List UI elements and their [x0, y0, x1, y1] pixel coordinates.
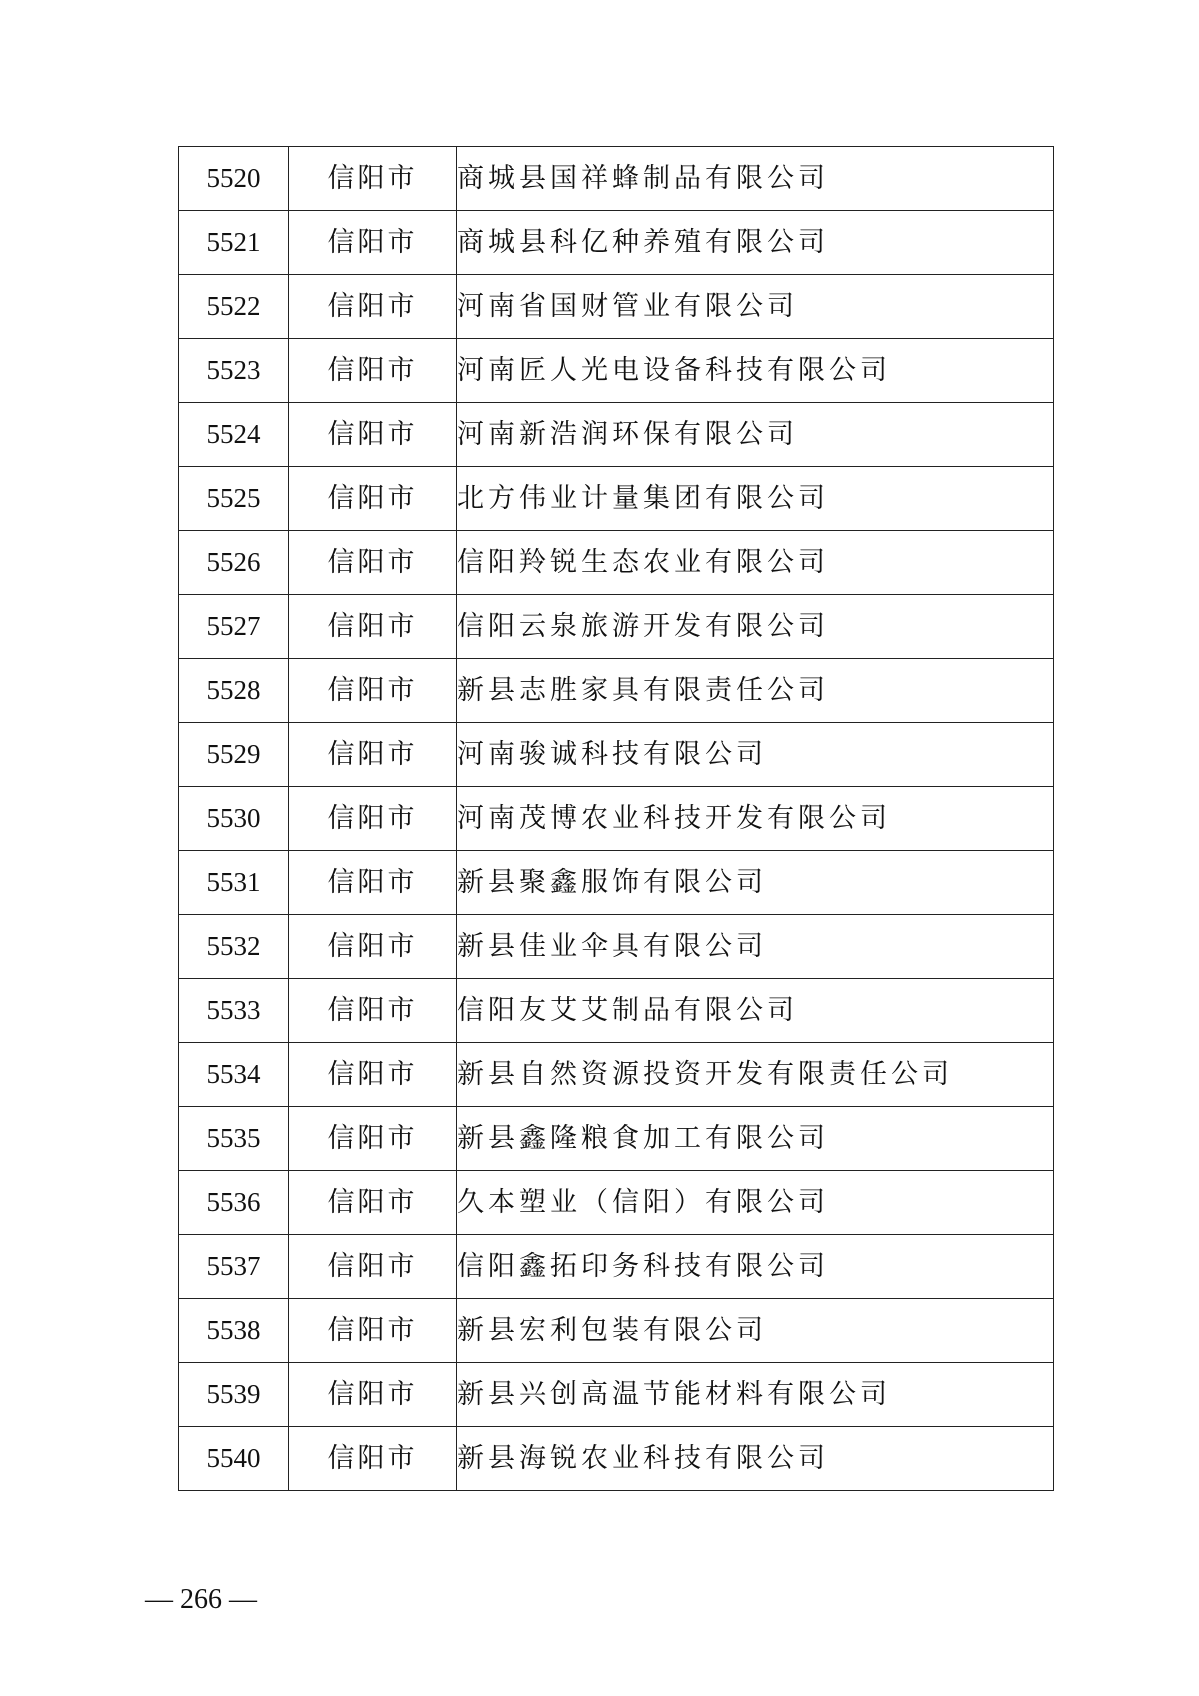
- row-number-cell: 5532: [179, 915, 289, 979]
- city-cell: 信阳市: [289, 979, 457, 1043]
- row-number-cell: 5533: [179, 979, 289, 1043]
- city-cell: 信阳市: [289, 339, 457, 403]
- row-number-cell: 5534: [179, 1043, 289, 1107]
- company-name-cell: 河南匠人光电设备科技有限公司: [457, 339, 1054, 403]
- table-row: [179, 1235, 1054, 1299]
- company-name-cell: 河南新浩润环保有限公司: [457, 403, 1054, 467]
- city-cell: 信阳市: [289, 275, 457, 339]
- table-row: [179, 1299, 1054, 1363]
- company-name-cell: 信阳鑫拓印务科技有限公司: [457, 1235, 1054, 1299]
- row-number-cell: 5530: [179, 787, 289, 851]
- company-name-cell: 信阳云泉旅游开发有限公司: [457, 595, 1054, 659]
- company-name-cell: 河南茂博农业科技开发有限公司: [457, 787, 1054, 851]
- row-number-cell: 5528: [179, 659, 289, 723]
- table-row: [179, 659, 1054, 723]
- table-row: [179, 339, 1054, 403]
- row-number-cell: 5527: [179, 595, 289, 659]
- city-cell: 信阳市: [289, 1043, 457, 1107]
- table-row: [179, 915, 1054, 979]
- table-row: [179, 723, 1054, 787]
- table-row: [179, 1107, 1054, 1171]
- row-number-cell: 5536: [179, 1171, 289, 1235]
- table-row: [179, 275, 1054, 339]
- company-name-cell: 新县兴创高温节能材料有限公司: [457, 1363, 1054, 1427]
- city-cell: 信阳市: [289, 1427, 457, 1491]
- company-name-cell: 新县佳业伞具有限公司: [457, 915, 1054, 979]
- company-name-cell: 新县聚鑫服饰有限公司: [457, 851, 1054, 915]
- row-number-cell: 5539: [179, 1363, 289, 1427]
- table-row: [179, 147, 1054, 211]
- row-number-cell: 5521: [179, 211, 289, 275]
- table-row: [179, 467, 1054, 531]
- city-cell: 信阳市: [289, 1171, 457, 1235]
- table-row: [179, 595, 1054, 659]
- table-row: [179, 851, 1054, 915]
- city-cell: 信阳市: [289, 595, 457, 659]
- table-row: [179, 1043, 1054, 1107]
- row-number-cell: 5529: [179, 723, 289, 787]
- company-name-cell: 北方伟业计量集团有限公司: [457, 467, 1054, 531]
- row-number-cell: 5531: [179, 851, 289, 915]
- company-name-cell: 新县鑫隆粮食加工有限公司: [457, 1107, 1054, 1171]
- row-number-cell: 5526: [179, 531, 289, 595]
- city-cell: 信阳市: [289, 915, 457, 979]
- company-name-cell: 新县自然资源投资开发有限责任公司: [457, 1043, 1054, 1107]
- table-row: [179, 979, 1054, 1043]
- company-name-cell: 新县宏利包装有限公司: [457, 1299, 1054, 1363]
- city-cell: 信阳市: [289, 147, 457, 211]
- company-name-cell: 商城县科亿种养殖有限公司: [457, 211, 1054, 275]
- company-list-table: [178, 146, 1054, 1491]
- row-number-cell: 5525: [179, 467, 289, 531]
- table-row: [179, 403, 1054, 467]
- row-number-cell: 5520: [179, 147, 289, 211]
- city-cell: 信阳市: [289, 531, 457, 595]
- company-name-cell: 信阳羚锐生态农业有限公司: [457, 531, 1054, 595]
- city-cell: 信阳市: [289, 467, 457, 531]
- page-number: — 266 —: [145, 1584, 257, 1615]
- city-cell: 信阳市: [289, 1235, 457, 1299]
- city-cell: 信阳市: [289, 211, 457, 275]
- company-name-cell: 信阳友艾艾制品有限公司: [457, 979, 1054, 1043]
- table-row: [179, 1363, 1054, 1427]
- city-cell: 信阳市: [289, 851, 457, 915]
- company-name-cell: 河南骏诚科技有限公司: [457, 723, 1054, 787]
- company-name-cell: 河南省国财管业有限公司: [457, 275, 1054, 339]
- city-cell: 信阳市: [289, 1363, 457, 1427]
- row-number-cell: 5540: [179, 1427, 289, 1491]
- city-cell: 信阳市: [289, 787, 457, 851]
- table-row: [179, 211, 1054, 275]
- city-cell: 信阳市: [289, 1299, 457, 1363]
- city-cell: 信阳市: [289, 403, 457, 467]
- city-cell: 信阳市: [289, 659, 457, 723]
- city-cell: 信阳市: [289, 723, 457, 787]
- table-row: [179, 1427, 1054, 1491]
- table-body: [179, 147, 1054, 1491]
- table-row: [179, 1171, 1054, 1235]
- company-name-cell: 新县海锐农业科技有限公司: [457, 1427, 1054, 1491]
- company-name-cell: 久本塑业（信阳）有限公司: [457, 1171, 1054, 1235]
- row-number-cell: 5522: [179, 275, 289, 339]
- company-name-cell: 商城县国祥蜂制品有限公司: [457, 147, 1054, 211]
- row-number-cell: 5523: [179, 339, 289, 403]
- city-cell: 信阳市: [289, 1107, 457, 1171]
- row-number-cell: 5524: [179, 403, 289, 467]
- row-number-cell: 5537: [179, 1235, 289, 1299]
- row-number-cell: 5535: [179, 1107, 289, 1171]
- table-row: [179, 787, 1054, 851]
- company-name-cell: 新县志胜家具有限责任公司: [457, 659, 1054, 723]
- table-row: [179, 531, 1054, 595]
- row-number-cell: 5538: [179, 1299, 289, 1363]
